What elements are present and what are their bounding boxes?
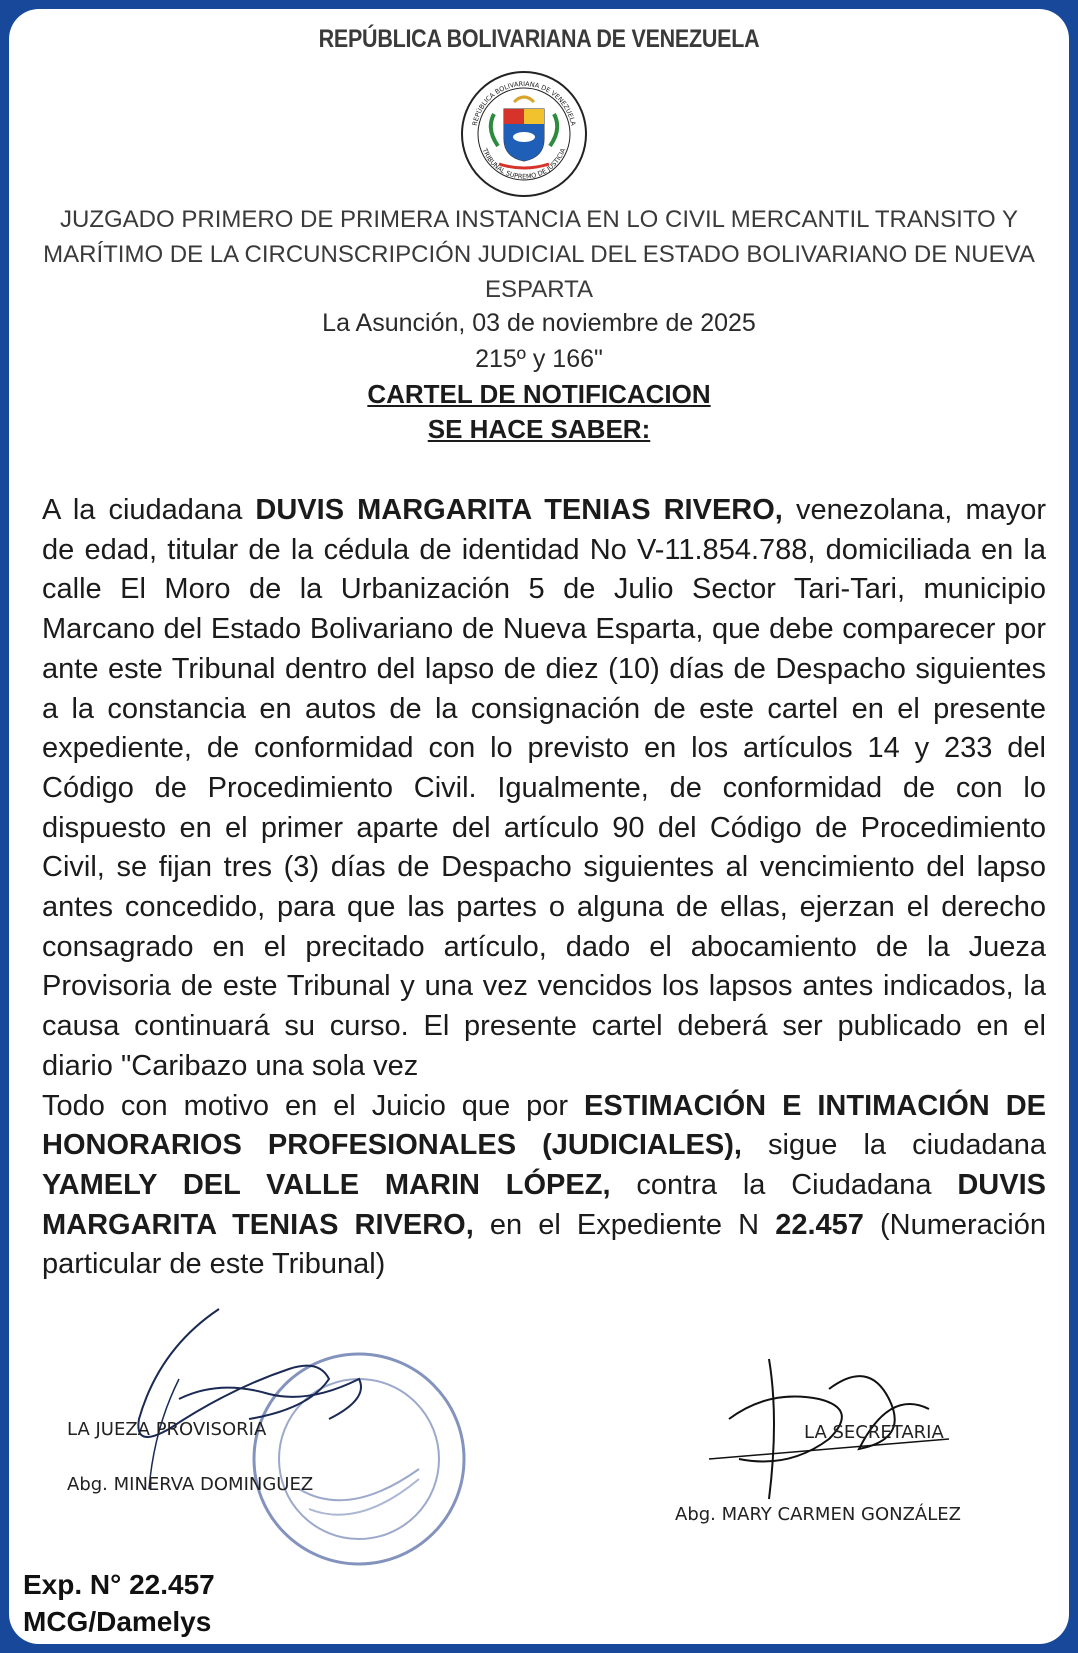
paragraph-notification [42, 491, 1046, 1087]
issue-date: La Asunción, 03 de noviembre de 2025 [322, 309, 756, 337]
plaintiff-name: YAMELY DEL VALLE MARIN LÓPEZ, [42, 1168, 611, 1201]
secretary-name: Abg. MARY CARMEN GONZÁLEZ [675, 1504, 961, 1525]
text-run: (Numeración particular de este Tribunal) [42, 1208, 1047, 1281]
text-run: en el Expediente N [473, 1208, 776, 1241]
paragraph-case [42, 1087, 1046, 1286]
text-run: A la ciudadana [42, 494, 256, 526]
judge-role: LA JUEZA PROVISORIA [67, 1419, 267, 1440]
seal-text-top: REPÚBLICA BOLIVARIANA DE VENEZUELA [470, 79, 578, 127]
coat-of-arms-icon [459, 69, 589, 199]
notice-card [9, 9, 1069, 1644]
text-run: venezolana, mayor de edad, titular de la cédula de identidad No V-11.854.788, domiciliada en la calle El Moro de la Urbanización 5 de Julio Sector Tari-Tari, municipio Marcano del Estado Bolivariano de Nueva Esparta, que debe comparecer por ante este Tribunal dentro del lapso de diez (10) días de Despacho siguientes a la constancia en autos de la consignación de este cartel en el presente expediente, de conformidad con lo previsto en los artículos 14 y 233 del Código de Procedimiento Civil. Igualmente, de conformidad de con lo dispuesto en el primer aparte del artículo 90 del Código de Procedimiento Civil, se fijan tres (3) días de Despacho siguientes al vencimiento del lapso antes concedido, para que las partes o alguna de ellas, ejerzan el derecho consagrado en el precitado artículo, dado el abocamiento de la Jueza Provisoria de este Tribunal y una vez vencidos los lapsos antes indicados, la causa continuará su curso. El presente cartel deberá ser publicado en el diario "Caribazo una sola vez [42, 494, 1047, 1082]
judge-signature-icon [119, 1299, 419, 1499]
court-name [29, 202, 1049, 307]
text-run: sigue la ciudadana [741, 1129, 1047, 1162]
court-line: JUZGADO PRIMERO DE PRIMERA INSTANCIA EN LO CIVIL MERCANTIL TRANSITO Y [60, 206, 1018, 233]
document-subtitle: SE HACE SABER: [427, 414, 651, 444]
case-number: 22.457 [775, 1208, 864, 1241]
independence-years: 215º y 166" [475, 345, 603, 373]
defendant-name: DUVIS MARGARITA TENIAS RIVERO, [255, 494, 783, 526]
judge-name: Abg. MINERVA DOMINGUEZ [67, 1474, 314, 1495]
footer-case-number: Exp. N° 22.457 [23, 1569, 215, 1600]
secretary-role: LA SECRETARIA [804, 1422, 944, 1443]
case-type: ESTIMACIÓN E INTIMACIÓN DE HONORARIOS PROFESIONALES (JUDICIALES), [42, 1089, 1046, 1162]
country-heading: REPÚBLICA BOLIVARIANA DE VENEZUELA [318, 25, 760, 53]
footer-initials: MCG/Damelys [23, 1606, 212, 1637]
text-run: contra la Ciudadana [610, 1168, 958, 1201]
seal-text-bottom: TRIBUNAL SUPREMO DE JUSTICIA [480, 147, 568, 181]
notice-body [42, 491, 1046, 1285]
defendant-name: DUVIS MARGARITA TENIAS RIVERO, [42, 1168, 1046, 1241]
document-title: CARTEL DE NOTIFICACION [367, 379, 711, 409]
court-line: MARÍTIMO DE LA CIRCUNSCRIPCIÓN JUDICIAL DEL ESTADO BOLIVARIANO DE NUEVA [43, 241, 1035, 268]
text-run: Todo con motivo en el Juicio que por [42, 1089, 585, 1122]
court-line: ESPARTA [484, 276, 594, 303]
